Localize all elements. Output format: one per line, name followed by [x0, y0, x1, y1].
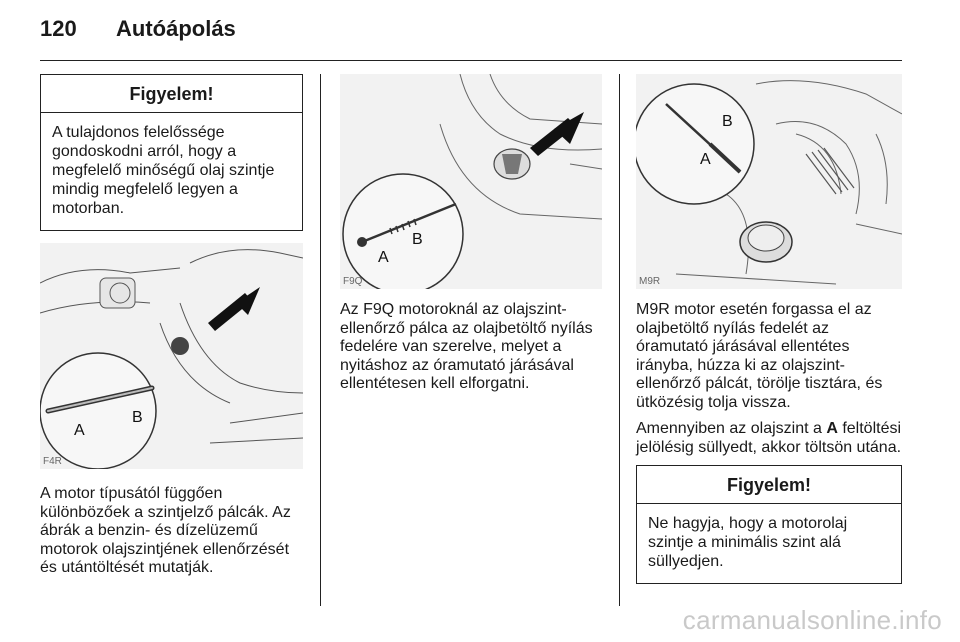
warning-body: A tulajdonos felelőssége gondoskodni arról, hogy a megfelelő minőségű olaj szintje mindig megfelelő legyen a motorban.: [52, 124, 275, 217]
column-divider-2: [619, 74, 620, 606]
f9q-label-b: B: [412, 231, 423, 248]
page-header: [40, 16, 236, 50]
paragraph-f9q: Az F9Q motoroknál az olajszint-ellenőrző pálca az olajbetöltő nyílás fedelére van szerelve, melyet a nyitáshoz az óramutató járásával ellentétesen kell elforgatni.: [340, 301, 593, 392]
figure-m9r: [636, 74, 902, 289]
warning-box-ownership: [40, 74, 303, 231]
figure-f9q: [340, 74, 602, 289]
figure-code: F9Q: [343, 276, 363, 287]
paragraph-dipstick-types: A motor típusától függően különbözőek a szintjelző pálcák. Az ábrák a benzin- és dízelüzemű motorok olajszintjének ellenőrzését és utántöltését mutatják.: [40, 485, 291, 576]
watermark: carmanualsonline.info: [682, 605, 942, 635]
m9r-label-b: B: [722, 113, 733, 130]
paragraph-refill: [636, 420, 902, 457]
figure-f4r: [40, 243, 303, 469]
paragraph-m9r-procedure: M9R motor esetén forgassa el az olajbetöltő nyílás fedelét az óramutató járásával ellentétes irányba, húzza ki az olajszint-ellenőrző pálcát, törölje tisztára, és ütközésig tolja vissza.: [636, 301, 883, 411]
column-divider-1: [320, 74, 321, 606]
warning-box-minimum-level: [636, 465, 902, 584]
refill-mark-a: A: [826, 420, 838, 437]
m9r-label-a: A: [700, 151, 711, 168]
figure-code: F4R: [43, 456, 62, 467]
warning-title: Figyelem!: [41, 75, 302, 113]
column-1: [40, 74, 303, 586]
m9r-illustration: [636, 74, 902, 289]
figure-code: M9R: [639, 276, 661, 287]
header-rule: [40, 60, 902, 61]
warning-title: Figyelem!: [637, 466, 901, 504]
f9q-illustration: [340, 74, 602, 289]
warning-body: Ne hagyja, hogy a motorolaj szintje a minimális szint alá süllyedjen.: [648, 515, 848, 570]
chapter-title: Autóápolás: [116, 16, 236, 41]
refill-text-post: feltöltési jelölésig süllyedt, akkor töltsön utána.: [636, 420, 902, 456]
page-number: 120: [40, 16, 77, 41]
f4r-illustration: [40, 243, 303, 469]
column-2: [340, 74, 602, 402]
f4r-label-b: B: [132, 409, 143, 426]
refill-text-pre: Amennyiben az olajszint a: [636, 420, 827, 437]
column-3: [636, 74, 902, 584]
f4r-label-a: A: [74, 422, 85, 439]
f9q-label-a: A: [378, 249, 389, 266]
